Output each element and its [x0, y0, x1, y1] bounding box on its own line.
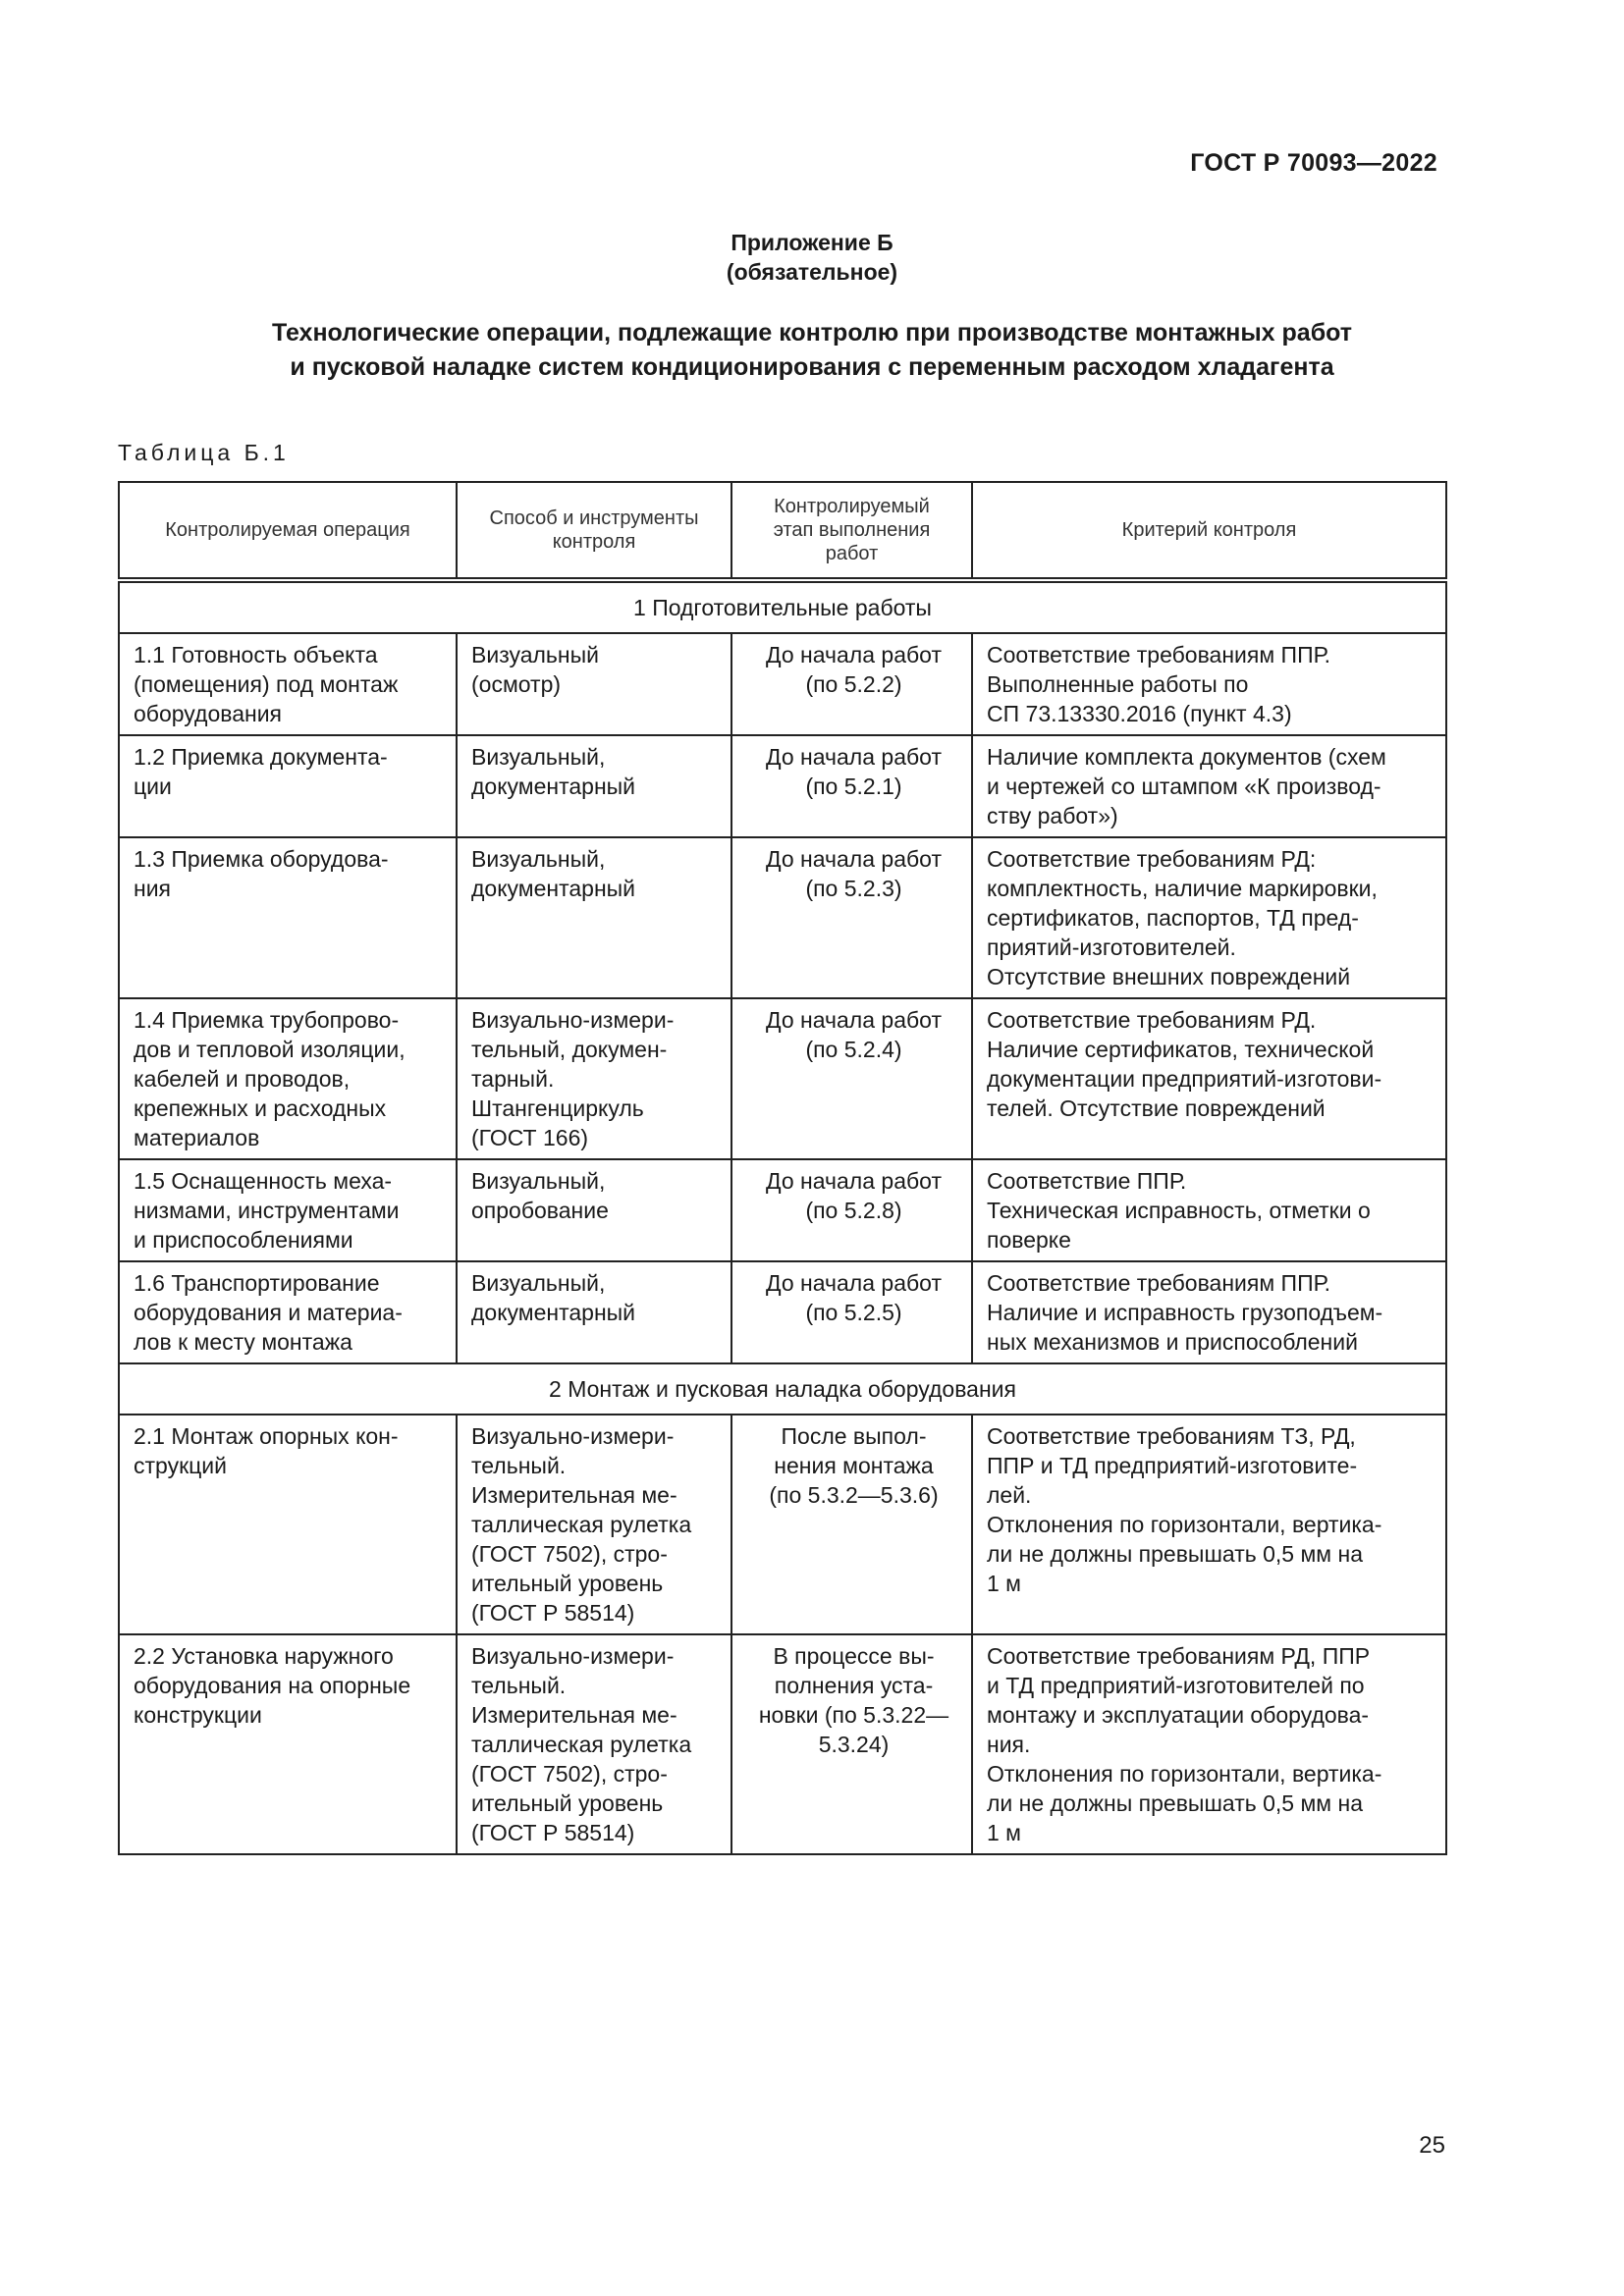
method-cell: Визуальный, документарный — [457, 837, 731, 998]
stage-cell: До начала работ (по 5.2.2) — [731, 633, 972, 735]
heading-line-1: Технологические операции, подлежащие контролю при производстве монтажных работ — [271, 319, 1353, 347]
table-header-row — [119, 482, 1446, 580]
operation-cell: 1.2 Приемка документа- ции — [119, 735, 457, 837]
stage-cell: До начала работ (по 5.2.3) — [731, 837, 972, 998]
stage-cell: После выпол- нения монтажа (по 5.3.2—5.3.6) — [731, 1415, 972, 1634]
column-header-operation: Контролируемая операция — [119, 482, 457, 580]
stage-cell: До начала работ (по 5.2.4) — [731, 998, 972, 1159]
section-title: 2 Монтаж и пусковая наладка оборудования — [119, 1363, 1446, 1415]
operation-cell: 1.6 Транспортирование оборудования и материа- лов к месту монтажа — [119, 1261, 457, 1363]
column-header-method: Способ и инструменты контроля — [457, 482, 731, 580]
table-row — [119, 1415, 1446, 1634]
stage-cell: До начала работ (по 5.2.8) — [731, 1159, 972, 1261]
table-row — [119, 1634, 1446, 1854]
document-code: ГОСТ Р 70093—2022 — [1190, 149, 1437, 177]
appendix-block — [0, 228, 1624, 287]
section-title: 1 Подготовительные работы — [119, 580, 1446, 633]
table-row — [119, 998, 1446, 1159]
criterion-cell: Соответствие требованиям РД. Наличие сертификатов, технической документации предприятий-изготови- телей. Отсутствие повреждений — [972, 998, 1446, 1159]
criterion-cell: Соответствие требованиям ППР. Наличие и исправность грузоподъем- ных механизмов и приспособлений — [972, 1261, 1446, 1363]
method-cell: Визуальный, документарный — [457, 735, 731, 837]
appendix-status: (обязательное) — [726, 259, 898, 285]
stage-cell: До начала работ (по 5.2.1) — [731, 735, 972, 837]
column-header-stage: Контролируемый этап выполнения работ — [731, 482, 972, 580]
heading-line-2: и пусковой наладке систем кондиционирования с переменным расходом хладагента — [290, 353, 1334, 381]
method-cell: Визуальный (осмотр) — [457, 633, 731, 735]
control-operations-table — [118, 481, 1447, 1855]
criterion-cell: Соответствие требованиям ТЗ, РД, ППР и ТД предприятий-изготовите- лей. Отклонения по горизонтали, вертика- ли не должны превышать 0,5 мм на 1 м — [972, 1415, 1446, 1634]
operation-cell: 1.4 Приемка трубопрово- дов и тепловой изоляции, кабелей и проводов, крепежных и расходных материалов — [119, 998, 457, 1159]
method-cell: Визуально-измери- тельный. Измерительная ме- таллическая рулетка (ГОСТ 7502), стро- ительный уровень (ГОСТ Р 58514) — [457, 1415, 731, 1634]
table-container — [118, 481, 1445, 1855]
section-row — [119, 580, 1446, 633]
criterion-cell: Соответствие требованиям ППР. Выполненные работы по СП 73.13330.2016 (пункт 4.3) — [972, 633, 1446, 735]
method-cell: Визуально-измери- тельный, докумен- тарный. Штангенциркуль (ГОСТ 166) — [457, 998, 731, 1159]
criterion-cell: Соответствие ППР. Техническая исправность, отметки о поверке — [972, 1159, 1446, 1261]
stage-cell: В процессе вы- полнения уста- новки (по 5.3.22— 5.3.24) — [731, 1634, 972, 1854]
operation-cell: 1.1 Готовность объекта (помещения) под монтаж оборудования — [119, 633, 457, 735]
operation-cell: 2.2 Установка наружного оборудования на опорные конструкции — [119, 1634, 457, 1854]
section-row — [119, 1363, 1446, 1415]
column-header-criterion: Критерий контроля — [972, 482, 1446, 580]
criterion-cell: Соответствие требованиям РД: комплектность, наличие маркировки, сертификатов, паспортов, ТД пред- приятий-изготовителей. Отсутствие внешних повреждений — [972, 837, 1446, 998]
operation-cell: 1.5 Оснащенность меха- низмами, инструментами и приспособлениями — [119, 1159, 457, 1261]
table-row — [119, 1159, 1446, 1261]
operation-cell: 2.1 Монтаж опорных кон- струкций — [119, 1415, 457, 1634]
table-row — [119, 837, 1446, 998]
method-cell: Визуально-измери- тельный. Измерительная ме- таллическая рулетка (ГОСТ 7502), стро- ительный уровень (ГОСТ Р 58514) — [457, 1634, 731, 1854]
table-row — [119, 633, 1446, 735]
table-body — [119, 580, 1446, 1854]
criterion-cell: Наличие комплекта документов (схем и чертежей со штампом «К производ- ству работ») — [972, 735, 1446, 837]
table-caption: Таблица Б.1 — [118, 440, 290, 465]
method-cell: Визуальный, опробование — [457, 1159, 731, 1261]
section-heading — [118, 316, 1506, 385]
criterion-cell: Соответствие требованиям РД, ППР и ТД предприятий-изготовителей по монтажу и эксплуатации оборудова- ния. Отклонения по горизонтали, вертика- ли не должны превышать 0,5 мм на 1 м — [972, 1634, 1446, 1854]
method-cell: Визуальный, документарный — [457, 1261, 731, 1363]
table-row — [119, 1261, 1446, 1363]
page-number: 25 — [1419, 2132, 1445, 2159]
appendix-title: Приложение Б — [731, 230, 893, 255]
operation-cell: 1.3 Приемка оборудова- ния — [119, 837, 457, 998]
table-row — [119, 735, 1446, 837]
stage-cell: До начала работ (по 5.2.5) — [731, 1261, 972, 1363]
